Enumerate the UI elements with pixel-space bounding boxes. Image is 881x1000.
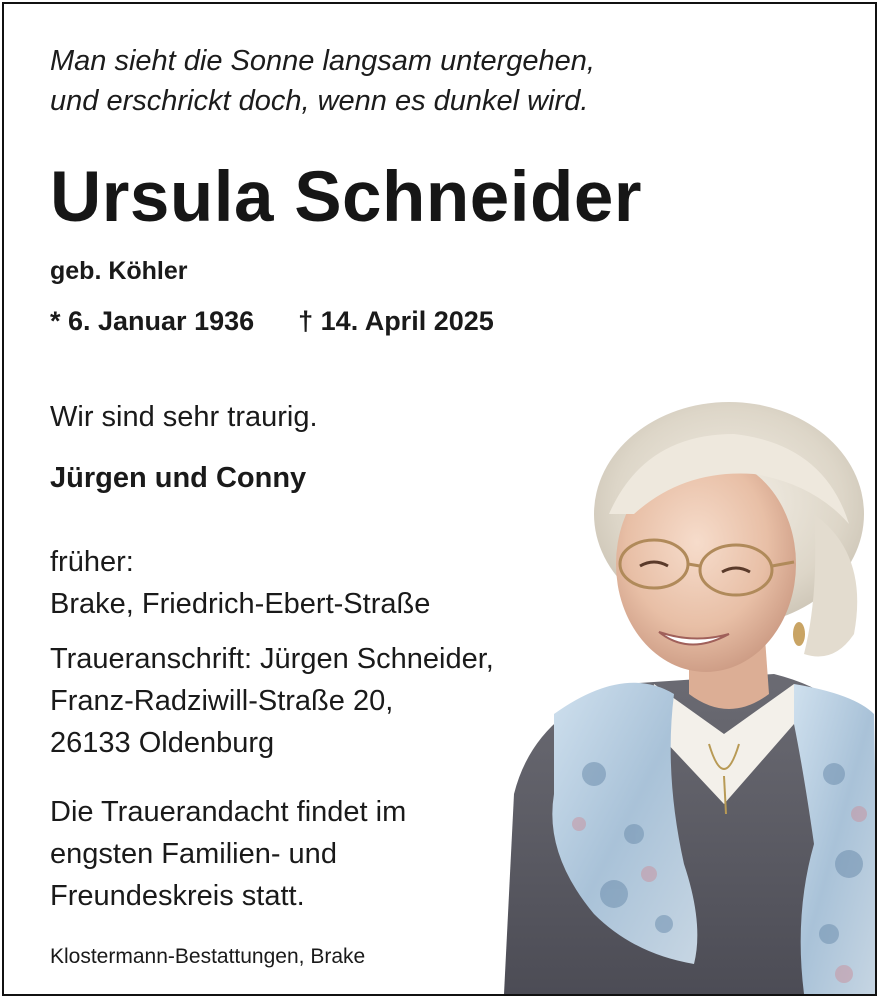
birth-date: * 6. Januar 1936	[50, 306, 255, 336]
obituary-notice	[2, 2, 877, 996]
deceased-name: Ursula Schneider	[50, 158, 642, 237]
motto-line-2: und erschrickt doch, wenn es dunkel wird.	[50, 85, 589, 117]
undertaker-name: Klostermann-Bestattungen, Brake	[50, 945, 366, 968]
ceremony-line-1: Die Trauerandacht findet im	[50, 796, 407, 828]
life-dates	[50, 306, 494, 337]
ceremony-notice	[50, 791, 406, 917]
mourning-address	[50, 638, 494, 764]
death-date: † 14. April 2025	[298, 306, 494, 336]
mourning-address-line-2: Franz-Radziwill-Straße 20,	[50, 685, 394, 717]
former-label: früher:	[50, 546, 134, 578]
mourning-address-line-3: 26133 Oldenburg	[50, 727, 275, 759]
portrait-photo	[474, 394, 877, 994]
mourners-names: Jürgen und Conny	[50, 462, 307, 494]
former-address-line: Brake, Friedrich-Ebert-Straße	[50, 588, 431, 620]
former-address	[50, 541, 430, 625]
birth-name: geb. Köhler	[50, 257, 188, 285]
motto-line-1: Man sieht die Sonne langsam untergehen,	[50, 45, 595, 77]
message-text: Wir sind sehr traurig.	[50, 401, 318, 433]
mourning-address-line-1: Traueranschrift: Jürgen Schneider,	[50, 643, 494, 675]
motto-quote	[50, 41, 595, 121]
ceremony-line-3: Freundeskreis statt.	[50, 880, 305, 912]
ceremony-line-2: engsten Familien- und	[50, 838, 337, 870]
